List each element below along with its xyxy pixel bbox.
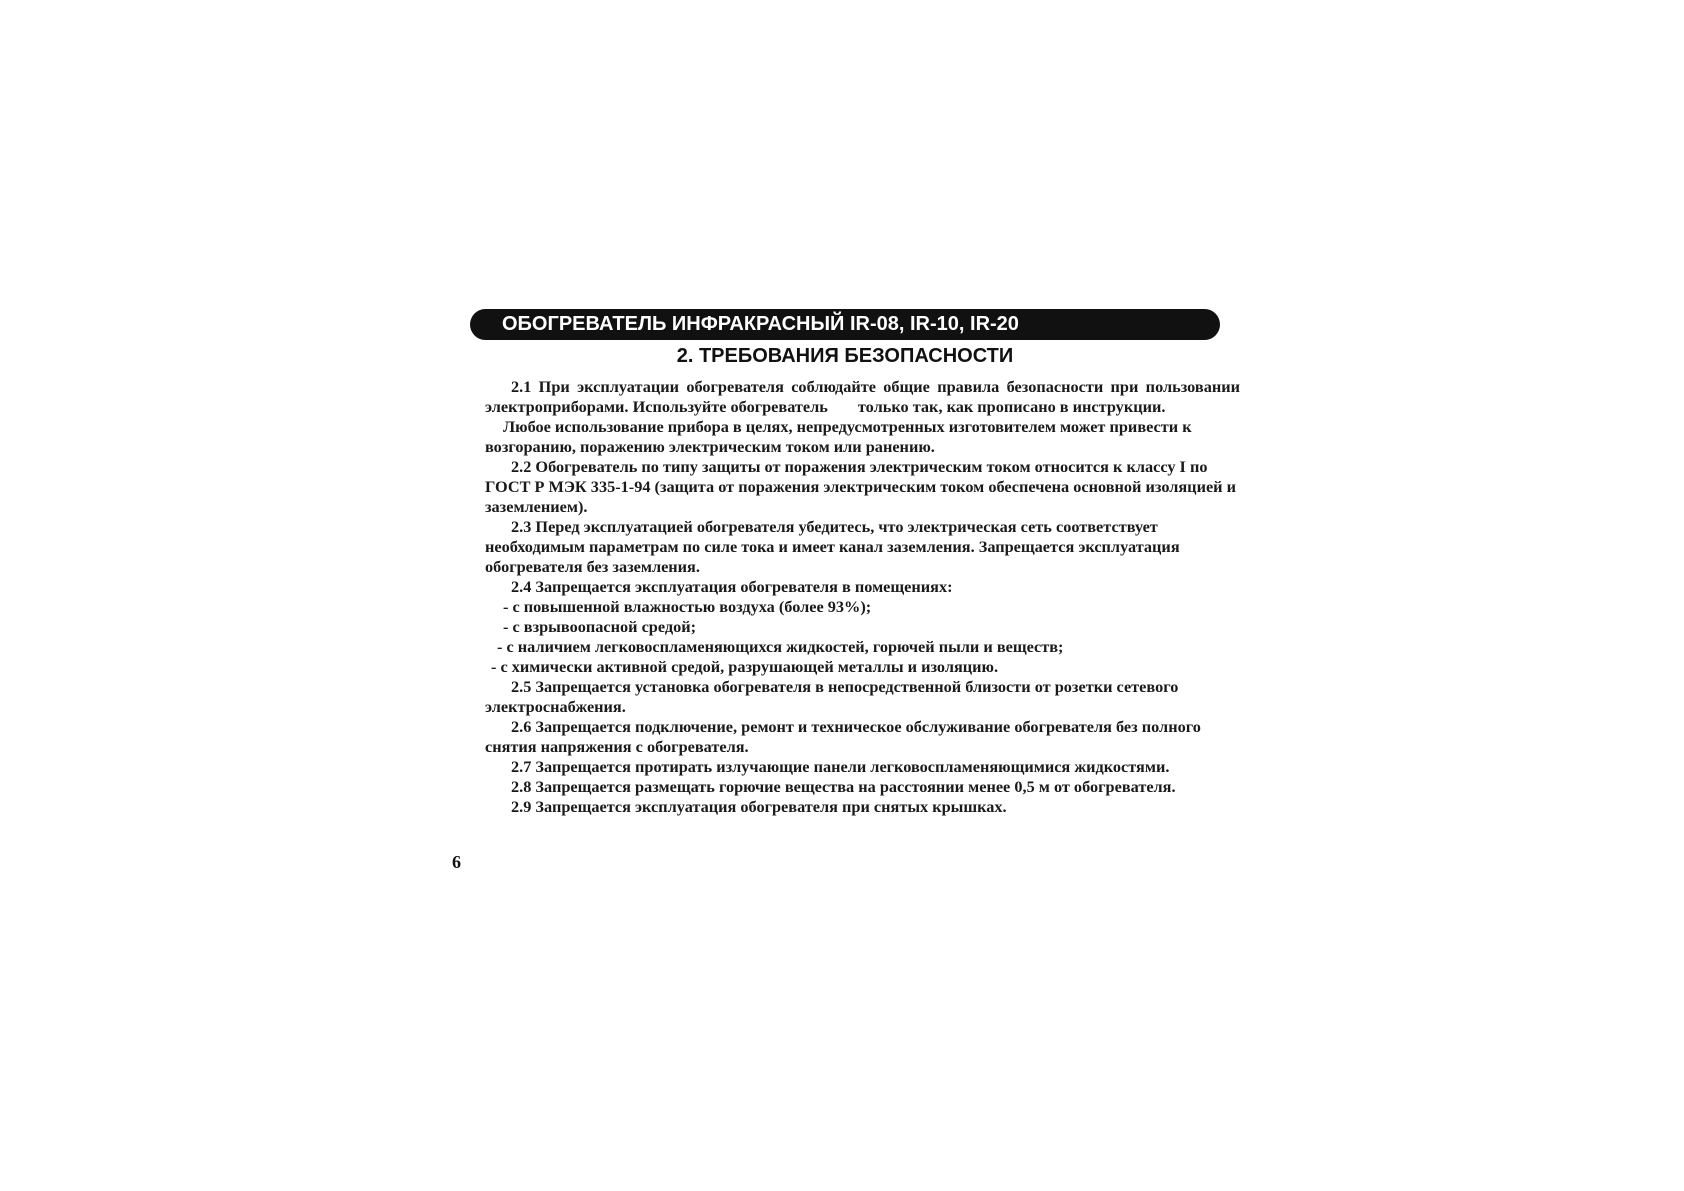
list-item-flammable: - с наличием легковоспламеняющихся жидкостей, горючей пыли и веществ; — [497, 637, 1064, 656]
paragraph-2-4: 2.4 Запрещается эксплуатация обогревателя в помещениях: — [511, 577, 953, 596]
paragraph-2-1-part-a: 2.1 При эксплуатации обогревателя соблюдайте общие правила безопасности при пользовании электроприборами. Используйте обогреватель — [485, 377, 1240, 416]
paragraph-2-2: 2.2 Обогреватель по типу защиты от поражения электрическим током относится к классу I по ГОСТ Р МЭК 335-1-94 (защита от поражения электрическим током обеспечена основной изоляцией и заземлением). — [485, 457, 1237, 516]
body-text — [485, 377, 1240, 817]
header-banner — [470, 309, 1220, 340]
page-number: 6 — [452, 852, 461, 872]
paragraph-2-8: 2.8 Запрещается размещать горючие вещества на расстоянии менее 0,5 м от обогревателя. — [511, 777, 1176, 796]
list-item-humidity: - с повышенной влажностью воздуха (более 93%); — [503, 597, 872, 616]
paragraph-2-3: 2.3 Перед эксплуатацией обогревателя убедитесь, что электрическая сеть соответствует необходимым параметрам по силе тока и имеет канал заземления. Запрещается эксплуатация обогревателя без заземления. — [485, 517, 1180, 576]
list-item-chemical: - с химически активной средой, разрушающей металлы и изоляцию. — [491, 657, 999, 676]
section-title: 2. ТРЕБОВАНИЯ БЕЗОПАСНОСТИ — [676, 345, 1014, 367]
paragraph-2-1-part-b: только так, как прописано в инструкции. — [857, 397, 1166, 416]
paragraph-2-9: 2.9 Запрещается эксплуатация обогревателя при снятых крышках. — [511, 797, 1007, 816]
paragraph-usage: Любое использование прибора в целях, непредусмотренных изготовителем может привести к возгоранию, поражению электрическим током или ранению. — [485, 417, 1192, 456]
paragraph-2-6: 2.6 Запрещается подключение, ремонт и техническое обслуживание обогревателя без полного снятия напряжения с обогревателя. — [485, 717, 1201, 756]
header-title: ОБОГРЕВАТЕЛЬ ИНФРАКРАСНЫЙ IR-08, IR-10, IR-20 — [502, 313, 1019, 335]
list-item-explosive: - с взрывоопасной средой; — [503, 617, 697, 636]
paragraph-2-1 — [485, 377, 1240, 417]
paragraph-2-5: 2.5 Запрещается установка обогревателя в непосредственной близости от розетки сетевого электроснабжения. — [485, 677, 1179, 716]
paragraph-2-7: 2.7 Запрещается протирать излучающие панели легковоспламеняющимися жидкостями. — [511, 757, 1170, 776]
